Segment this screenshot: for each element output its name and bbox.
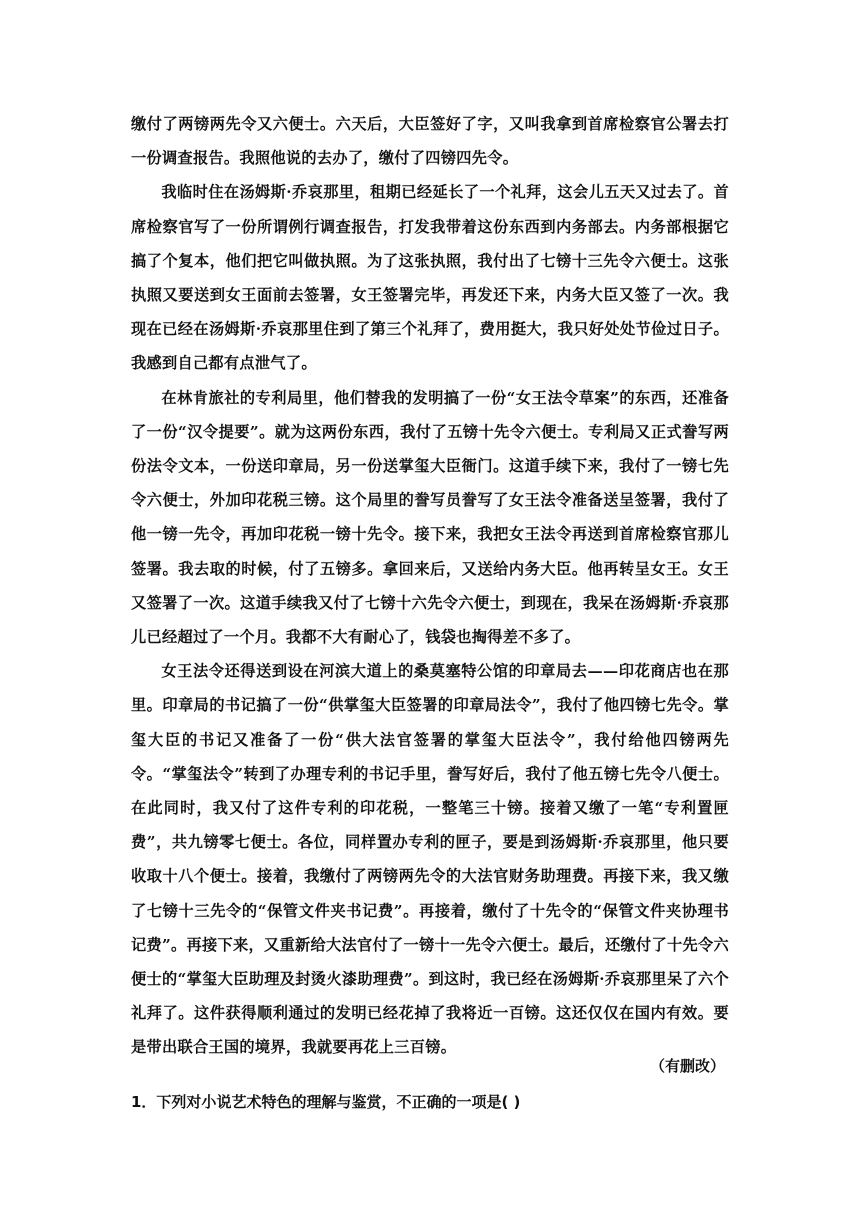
passage-paragraph-1: 缴付了两镑两先令又六便士。六天后，大臣签好了字，又叫我拿到首席检察官公署去打一份调查报告。我照他说的去办了，缴付了四镑四先令。 [131, 115, 729, 168]
question-1: 1．下列对小说艺术特色的理解与鉴赏，不正确的一项是( ) [131, 1093, 521, 1111]
passage-paragraph-3: 在林肯旅社的专利局里，他们替我的发明搞了一份“女王法令草案”的东西，还准备了一份“汉令提要”。就为这两份东西，我付了五镑十先令六便士。专利局又正式誊写两份法令文本，一份送印章局，另一份送掌玺大臣衙门。这道手续下来，我付了一镑七先令六便士，外加印花税三镑。这个局里的誊写员誊写了女王法令准备送呈签署，我付了他一镑一先令，再加印花税一镑十先令。接下来，我把女王法令再送到首席检察官那儿签署。我去取的时候，付了五镑多。拿回来后，又送给内务大臣。他再转呈女王。女王又签署了一次。这道手续我又付了七镑十六先令六便士，到现在，我呆在汤姆斯·乔哀那儿已经超过了一个月。我都不大有耐心了，钱袋也掏得差不多了。 [131, 388, 729, 647]
passage-paragraph-4: 女王法令还得送到设在河滨大道上的桑莫塞特公馆的印章局去——印花商店也在那里。印章局的书记搞了一份“供掌玺大臣签署的印章局法令”，我付了他四镑七先令。掌玺大臣的书记又准备了一份“供大法官签署的掌玺大臣法令”，我付给他四镑两先令。“掌玺法令”转到了办理专利的书记手里，誊写好后，我付了他五镑七先令八便士。在此同时，我又付了这件专利的印花税，一整笔三十镑。接着又缴了一笔“专利置匣费”，共九镑零七便士。各位，同样置办专利的匣子，要是到汤姆斯·乔哀那里，他只要收取十八个便士。接着，我缴付了两镑两先令的大法官财务助理费。再接下来，我又缴了七镑十三先令的“保管文件夹书记费”。再接着，缴付了十先令的“保管文件夹协理书记费”。再接下来，又重新给大法官付了一镑十一先令六便士。最后，还缴付了十先令六便士的“掌玺大臣助理及封烫火漆助理费”。到这时，我已经在汤姆斯·乔哀那里呆了六个礼拜了。这件获得顺利通过的发明已经花掉了我将近一百镑。这还仅仅在国内有效。要是带出联合王国的境界，我就要再花上三百镑。 [131, 662, 729, 1057]
passage-body [131, 107, 729, 1065]
source-note: （有删改） [649, 1057, 725, 1075]
passage-paragraph-2: 我临时住在汤姆斯·乔哀那里，租期已经延长了一个礼拜，这会儿五天又过去了。首席检察官写了一份所谓例行调查报告，打发我带着这份东西到内务部去。内务部根据它搞了个复本，他们把它叫做执照。为了这张执照，我付出了七镑十三先令六便士。这张执照又要送到女王面前去签署，女王签署完毕，再发还下来，内务大臣又签了一次。我现在已经在汤姆斯·乔哀那里住到了第三个礼拜了，费用挺大，我只好处处节俭过日子。我感到自己都有点泄气了。 [131, 183, 729, 373]
